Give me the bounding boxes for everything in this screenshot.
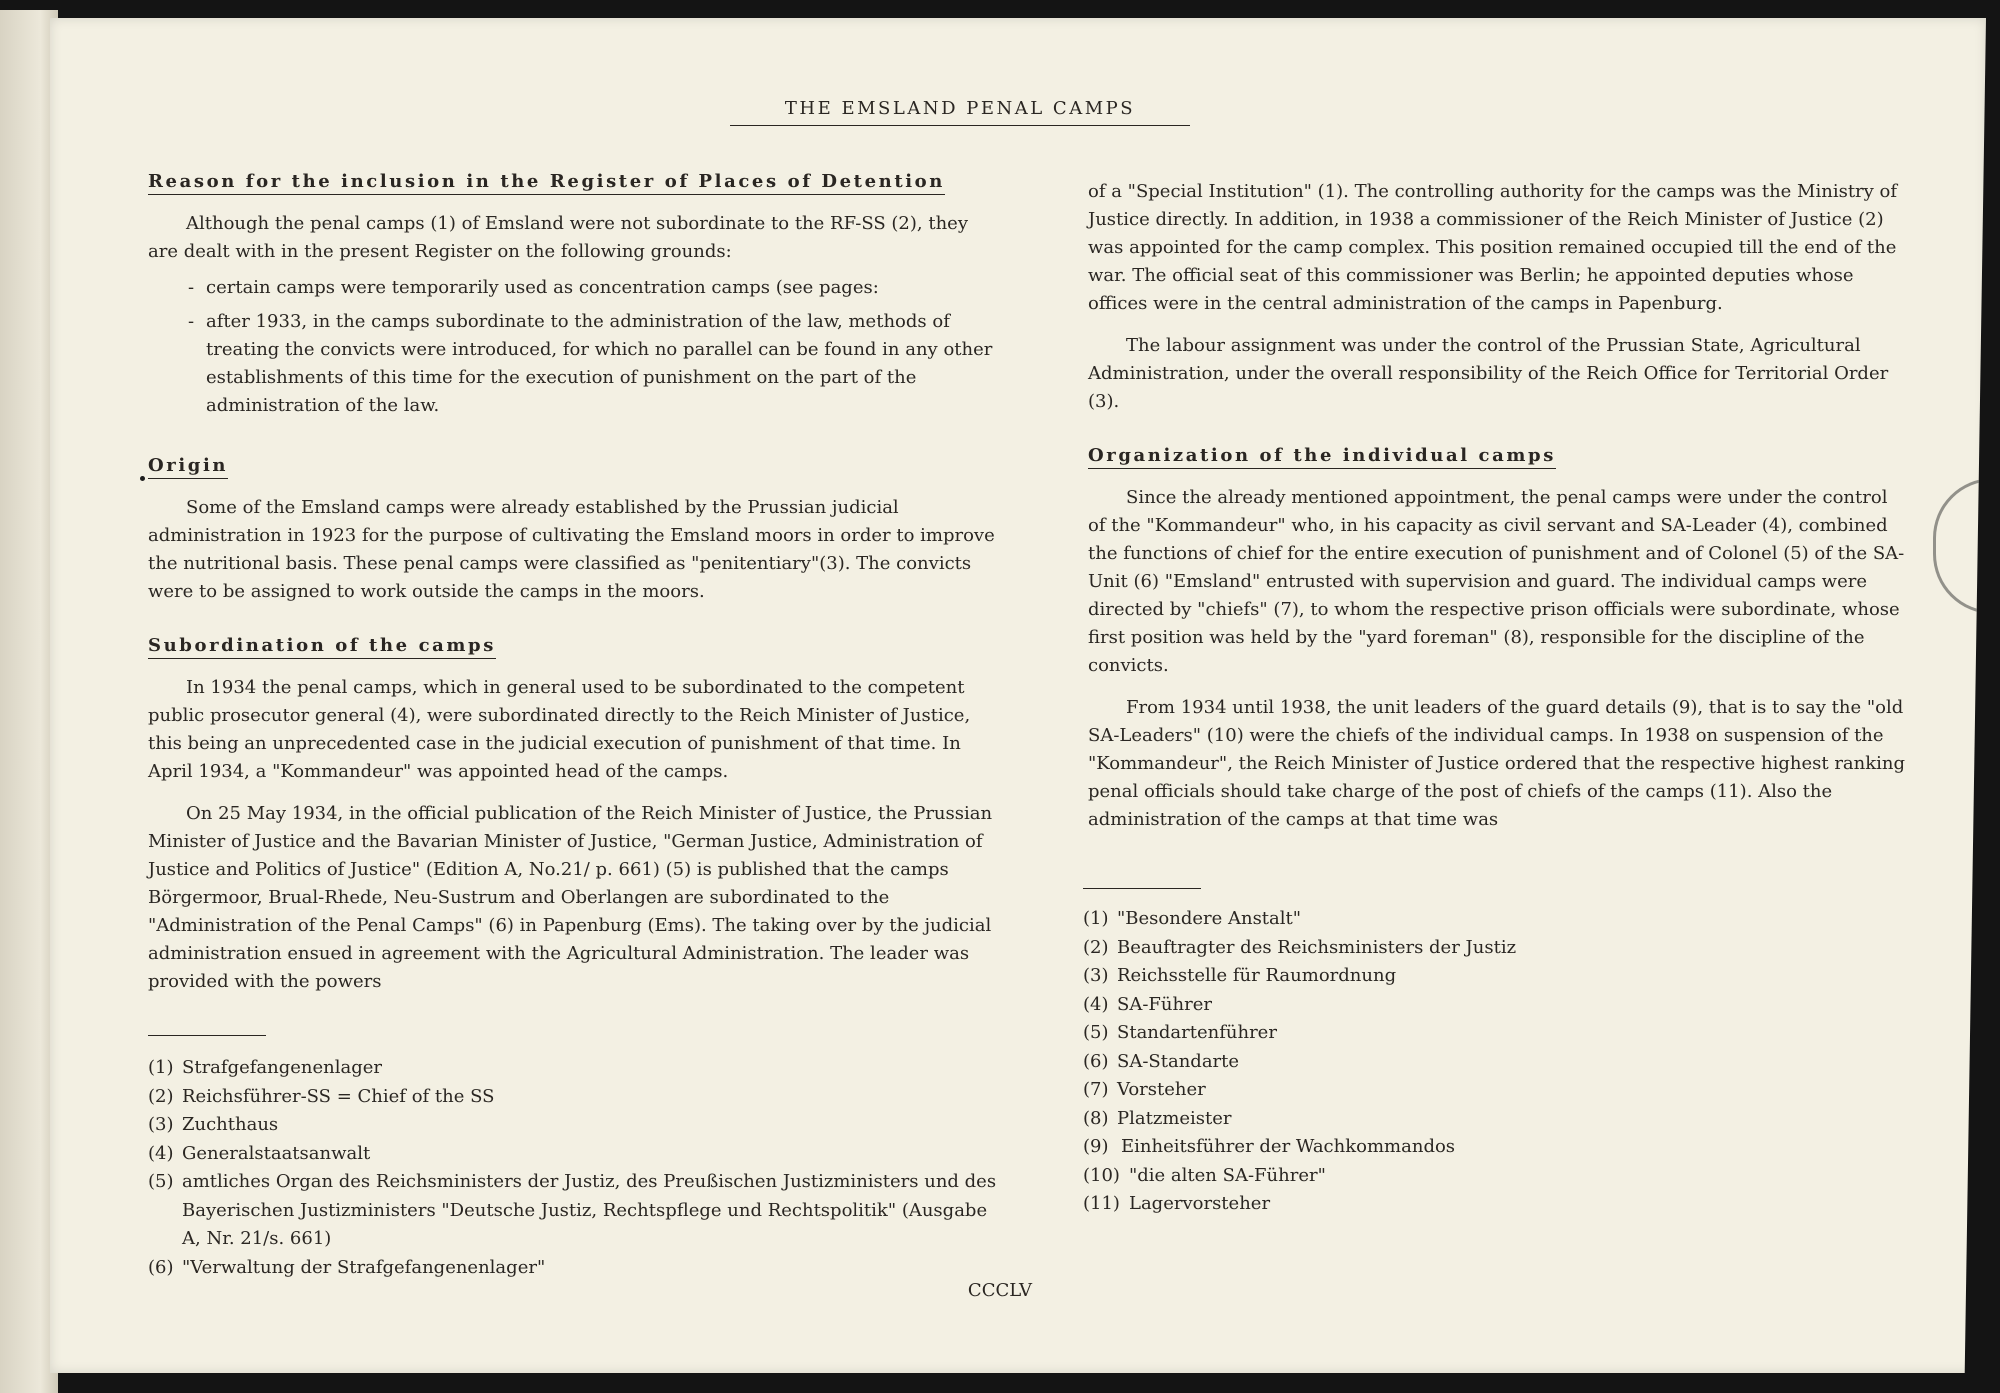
continuation-paragraph: of a "Special Institution" (1). The controlling authority for the camps was the Ministry of Justice directly. In addition, in 1938 a commissioner of the Reich Minister of Justice (2) was appointed for the camp complex. This position remained occupied till the end of the war. The official seat of this commissioner was Berlin; he appointed deputies whose offices were in the central administration of the camps in Papenburg. <box>1088 181 1898 314</box>
subordination-heading: Subordination of the camps <box>148 634 496 659</box>
subordination-paragraph-1: In 1934 the penal camps, which in general used to be subordinated to the competent public prosecutor general (4), were subordinated directly to the Reich Minister of Justice, this being an unprecedented case in the judicial execution of punishment of that time. In April 1934, a "Kommandeur" was appointed head of the camps. <box>148 677 971 782</box>
footnote: (9) Einheitsführer der Wachkommandos <box>1083 1136 1456 1157</box>
footnote: (8) Platzmeister <box>1083 1107 1232 1129</box>
footnote: (6) SA-Standarte <box>1083 1050 1240 1072</box>
footnote: (3) Reichsstelle für Raumordnung <box>1083 965 1397 986</box>
page-title: THE EMSLAND PENAL CAMPS <box>730 98 1190 126</box>
origin-text: Some of the Emsland camps were already established by the Prussian judicial administration in 1923 for the purpose of cultivating the Emsland moors in order to improve the nutritional basis. These penal camps were classified as "penitentiary"(3). The convicts were to be assigned to work outside the camps in the moors. <box>148 497 995 602</box>
footnote: (2) Beauftragter des Reichsministers der Justiz <box>1083 936 1517 958</box>
organization-paragraph-1: Since the already mentioned appointment, the penal camps were under the control of the "Kommandeur" who, in his capacity as civil servant and SA-Leader (4), combined the functions of chief for the entire execution of punishment and of Colonel (5) of the SA-Unit (6) "Emsland" entrusted with supervision and guard. The individual camps were directed by "chiefs" (7), to whom the respective prison officials were subordinate, whose first position was held by the "yard foreman" (8), responsible for the discipline of the convicts. <box>1088 487 1905 676</box>
list-item: - after 1933, in the camps subordinate to the administration of the law, methods of treating the convicts were introduced, for which no parallel can be found in any other establishments of this time for the execution of punishment on the part of the administration of the law. <box>188 311 993 416</box>
left-footnotes <box>148 1035 998 1282</box>
reason-heading: Reason for the inclusion in the Register of Places of Detention <box>148 170 945 195</box>
footnote: (3) Zuchthaus <box>148 1114 279 1135</box>
facing-page-edge <box>0 10 58 1393</box>
paper-clip <box>1933 478 2000 614</box>
right-footnotes <box>1083 888 1903 1219</box>
footnote: (7) Vorsteher <box>1083 1079 1206 1100</box>
list-item: - certain camps were temporarily used as concentration camps (see pages: <box>188 277 879 298</box>
footnote-rule <box>1083 888 1201 889</box>
right-column <box>1088 178 1908 834</box>
origin-heading: Origin <box>148 454 228 479</box>
footnote: (4) Generalstaatsanwalt <box>148 1142 371 1164</box>
page-number: CCCLV <box>967 1280 1033 1301</box>
organization-heading: Organization of the individual camps <box>1088 444 1556 469</box>
footnote: (2) Reichsführer-SS = Chief of the SS <box>148 1085 495 1107</box>
footnote: (11) Lagervorsteher <box>1083 1193 1271 1214</box>
organization-paragraph-2: From 1934 until 1938, the unit leaders of the guard details (9), that is to say the "old SA-Leaders" (10) were the chiefs of the individual camps. In 1938 on suspension of the "Kommandeur", the Reich Minister of Justice ordered that the respective highest ranking penal officials should take charge of the post of chiefs of the camps (11). Also the administration of the camps at that time was <box>1088 697 1906 830</box>
margin-dot <box>140 476 145 481</box>
footnote: (5) Standartenführer <box>1083 1022 1277 1043</box>
reason-intro: Although the penal camps (1) of Emsland were not subordinate to the RF-SS (2), they are dealt with in the present Register on the following grounds: <box>148 213 968 262</box>
footnote: (5) amtliches Organ des Reichsministers der Justiz, des Preußischen Justizministers und des Bayerischen Justizministers "Deutsche Justiz, Rechtspflege und Rechtspolitik" (Ausgabe A, Nr. 21/s. 661) <box>148 1171 997 1249</box>
footnote: (1) Strafgefangenenlager <box>148 1057 383 1078</box>
subordination-paragraph-2: On 25 May 1934, in the official publication of the Reich Minister of Justice, the Prussian Minister of Justice and the Bavarian Minister of Justice, "German Justice, Administration of Justice and Politics of Justice" (Edition A, No.21/ p. 661) (5) is published that the camps Börgermoor, Brual-Rhede, Neu-Sustrum and Oberlangen are subordinated to the "Administration of the Penal Camps" (6) in Papenburg (Ems). The taking over by the judicial administration ensued in agreement with the Agricultural Administration. The leader was provided with the powers <box>148 803 993 992</box>
labour-paragraph: The labour assignment was under the control of the Prussian State, Agricultural Administration, under the overall responsibility of the Reich Office for Territorial Order (3). <box>1088 335 1889 412</box>
footnote-rule <box>148 1035 266 1036</box>
footnote: (6) "Verwaltung der Strafgefangenenlager" <box>148 1256 546 1278</box>
reason-list <box>148 274 998 420</box>
footnote: (4) SA-Führer <box>1083 993 1212 1015</box>
left-column <box>148 168 998 996</box>
footnote: (10) "die alten SA-Führer" <box>1083 1164 1326 1186</box>
footnote: (1) "Besondere Anstalt" <box>1083 908 1302 929</box>
